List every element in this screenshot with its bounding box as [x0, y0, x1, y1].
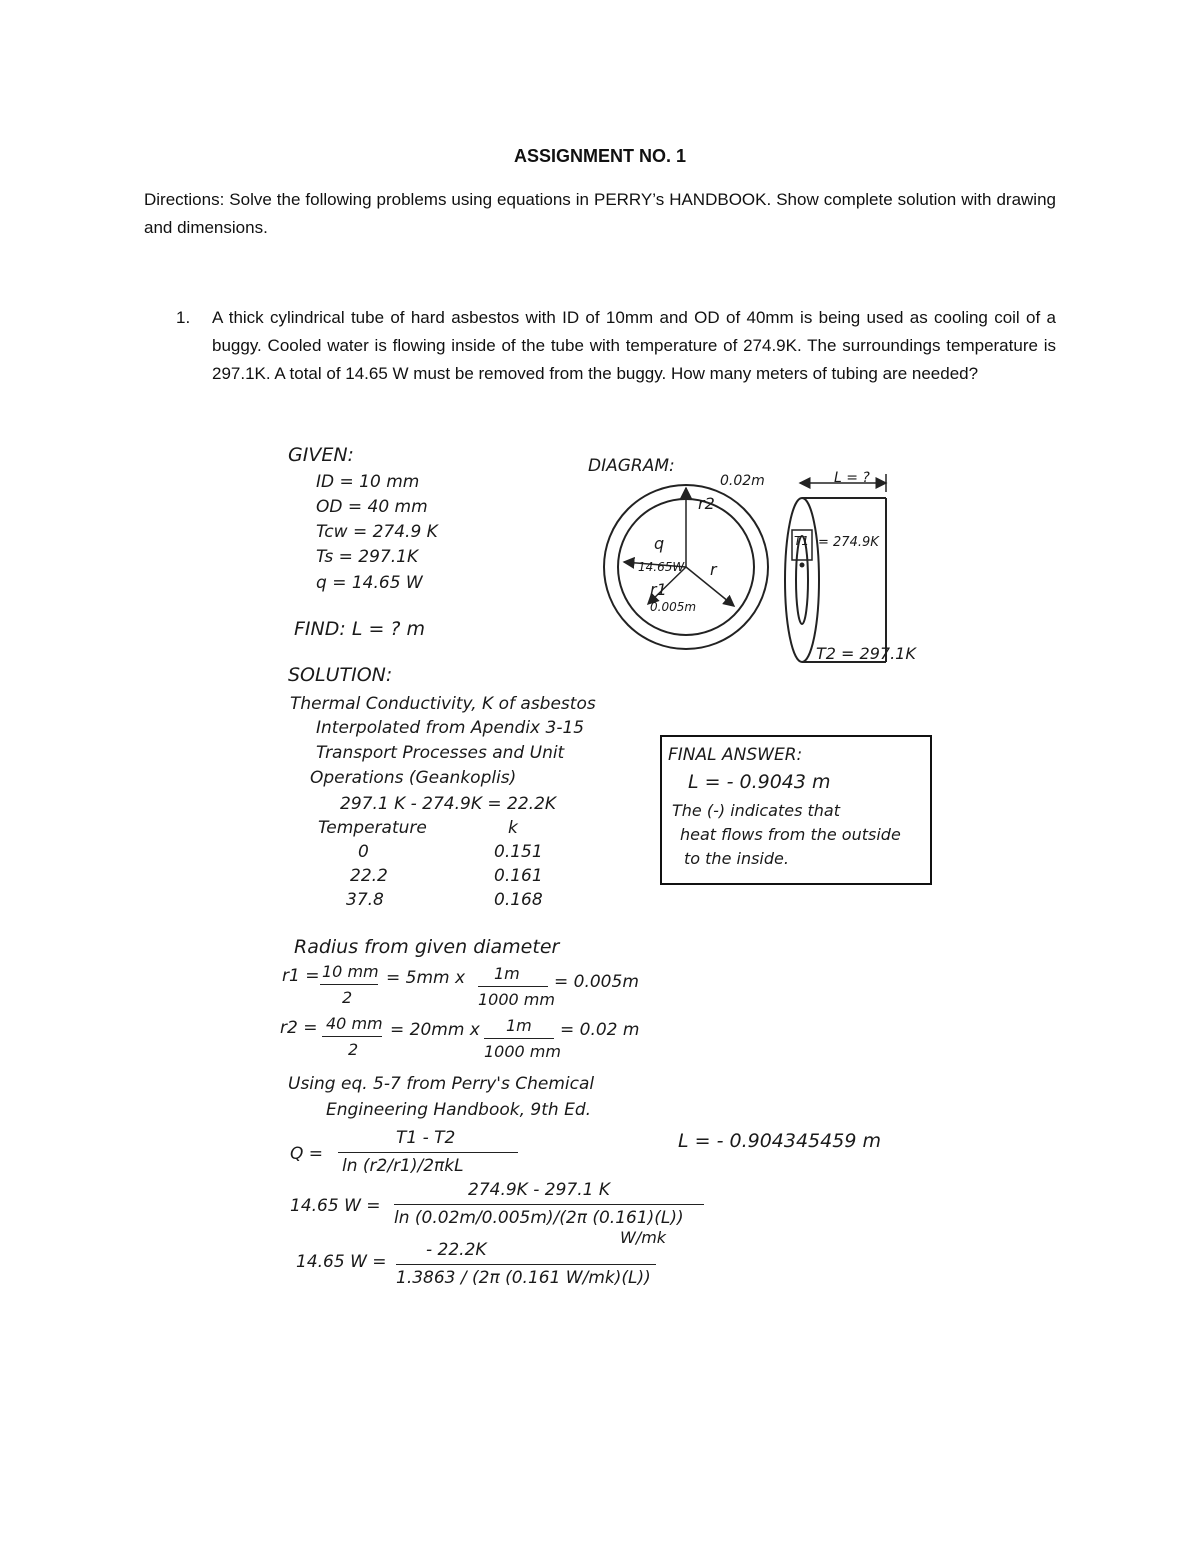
length-result: L = - 0.904345459 m — [678, 1130, 881, 1152]
r1-conversion-numerator: 1m — [494, 964, 520, 983]
table-row-3-k: 0.168 — [494, 890, 543, 910]
r2-denominator: 2 — [348, 1040, 359, 1059]
step2-numerator: - 22.2K — [426, 1240, 487, 1260]
table-row-3-temp: 37.8 — [346, 890, 384, 910]
r2-conversion-bar — [484, 1038, 554, 1039]
diagram-r2-value: 0.02m — [720, 473, 765, 489]
given-q: q = 14.65 W — [316, 573, 423, 593]
step1-unit: W/mk — [620, 1228, 667, 1247]
r2-numerator: 40 mm — [326, 1014, 383, 1033]
table-row-2-temp: 22.2 — [350, 866, 388, 886]
step1-numerator: 274.9K - 297.1 K — [468, 1180, 610, 1200]
given-heading: GIVEN: — [288, 444, 354, 466]
given-od: OD = 40 mm — [316, 497, 428, 517]
t1-point — [800, 563, 805, 568]
diagram-r1-value: 0.005m — [650, 600, 697, 614]
diagram-q-value: 14.65W — [638, 560, 685, 574]
k-line-4: Operations (Geankoplis) — [310, 768, 517, 788]
diagram-t1-label: T1 — [794, 534, 809, 548]
radius-heading: Radius from given diameter — [294, 936, 560, 958]
equation-lhs: Q = — [290, 1144, 324, 1164]
find-line: FIND: L = ? m — [294, 618, 426, 640]
r1-numerator: 10 mm — [322, 962, 379, 981]
r1-fraction-bar — [320, 984, 378, 985]
final-answer-box — [660, 735, 932, 885]
step2-denominator: 1.3863 / (2π (0.161 W/mk)(L)) — [396, 1268, 651, 1288]
cylinder-end-inner — [796, 536, 808, 624]
directions-text: Directions: Solve the following problems using equations in PERRY’s HANDBOOK. Show complete solution with drawing and dimensions. — [144, 190, 1056, 237]
step1-denominator: ln (0.02m/0.005m)/(2π (0.161)(L)) — [394, 1208, 684, 1228]
final-answer-note-2: heat flows from the outside — [680, 825, 901, 844]
table-header-temperature: Temperature — [318, 818, 427, 838]
r1-result: = 0.005m — [554, 972, 639, 992]
table-row-2-k: 0.161 — [494, 866, 543, 886]
problem-statement: A thick cylindrical tube of hard asbestos with ID of 10mm and OD of 40mm is being used as cooling coil of a buggy. Cooled water is flowing inside of the tube with temperature of 274.9K. The surroundings temperature is 297.1K. A total of 14.65 W must be removed from the buggy. How many meters of tubing are needed? — [212, 308, 1056, 383]
diagram-t2-value: T2 = 297.1K — [816, 644, 916, 663]
r2-lhs: r2 = — [280, 1018, 318, 1038]
table-header-k: k — [508, 818, 518, 838]
r1-middle: = 5mm x — [386, 968, 466, 988]
step1-fraction-bar — [394, 1204, 704, 1205]
problem-number: 1. — [176, 308, 191, 327]
r2-middle: = 20mm x — [390, 1020, 480, 1040]
given-id: ID = 10 mm — [316, 472, 420, 492]
table-row-1-k: 0.151 — [494, 842, 543, 862]
r2-fraction-bar — [322, 1036, 382, 1037]
diagram-length-label: L = ? — [834, 470, 870, 486]
final-answer-note-3: to the inside. — [684, 849, 789, 868]
diagram-t1-value: = 274.9K — [818, 535, 879, 550]
final-answer-value: L = - 0.9043 m — [688, 771, 831, 793]
diagram-q-label: q — [654, 534, 665, 553]
diagram-r1-label: r1 — [650, 580, 667, 599]
table-row-1-temp: 0 — [358, 842, 369, 862]
step2-fraction-bar — [396, 1264, 656, 1265]
equation-reference-1: Using eq. 5-7 from Perry's Chemical — [288, 1074, 595, 1094]
diagram-r-label: r — [710, 560, 717, 579]
step2-lhs: 14.65 W = — [296, 1252, 387, 1272]
final-answer-note-1: The (-) indicates that — [672, 801, 841, 820]
k-line-1: Thermal Conductivity, K of asbestos — [290, 694, 596, 714]
k-line-2: Interpolated from Apendix 3-15 — [316, 718, 585, 738]
equation-denominator: ln (r2/r1)/2πkL — [342, 1156, 464, 1176]
r1-conversion-denominator: 1000 mm — [478, 990, 555, 1009]
equation-fraction-bar — [338, 1152, 518, 1153]
r1-lhs: r1 = — [282, 966, 320, 986]
r1-denominator: 2 — [342, 988, 353, 1007]
diagram-r2-label: r2 — [698, 494, 715, 513]
given-ts: Ts = 297.1K — [316, 547, 419, 567]
cylinder-end-outer — [785, 498, 819, 662]
assignment-title: ASSIGNMENT NO. 1 — [513, 146, 687, 166]
r2-conversion-numerator: 1m — [506, 1016, 532, 1035]
solution-heading: SOLUTION: — [288, 664, 393, 686]
step1-lhs: 14.65 W = — [290, 1196, 381, 1216]
temperature-difference: 297.1 K - 274.9K = 22.2K — [340, 794, 557, 814]
given-tcw: Tcw = 274.9 K — [316, 522, 438, 542]
final-answer-heading: FINAL ANSWER: — [668, 745, 803, 765]
r2-result: = 0.02 m — [560, 1020, 640, 1040]
r2-conversion-denominator: 1000 mm — [484, 1042, 561, 1061]
diagram-heading: DIAGRAM: — [588, 456, 675, 476]
r1-conversion-bar — [478, 986, 548, 987]
equation-numerator: T1 - T2 — [396, 1128, 456, 1148]
equation-reference-2: Engineering Handbook, 9th Ed. — [326, 1100, 592, 1120]
k-line-3: Transport Processes and Unit — [316, 743, 565, 763]
